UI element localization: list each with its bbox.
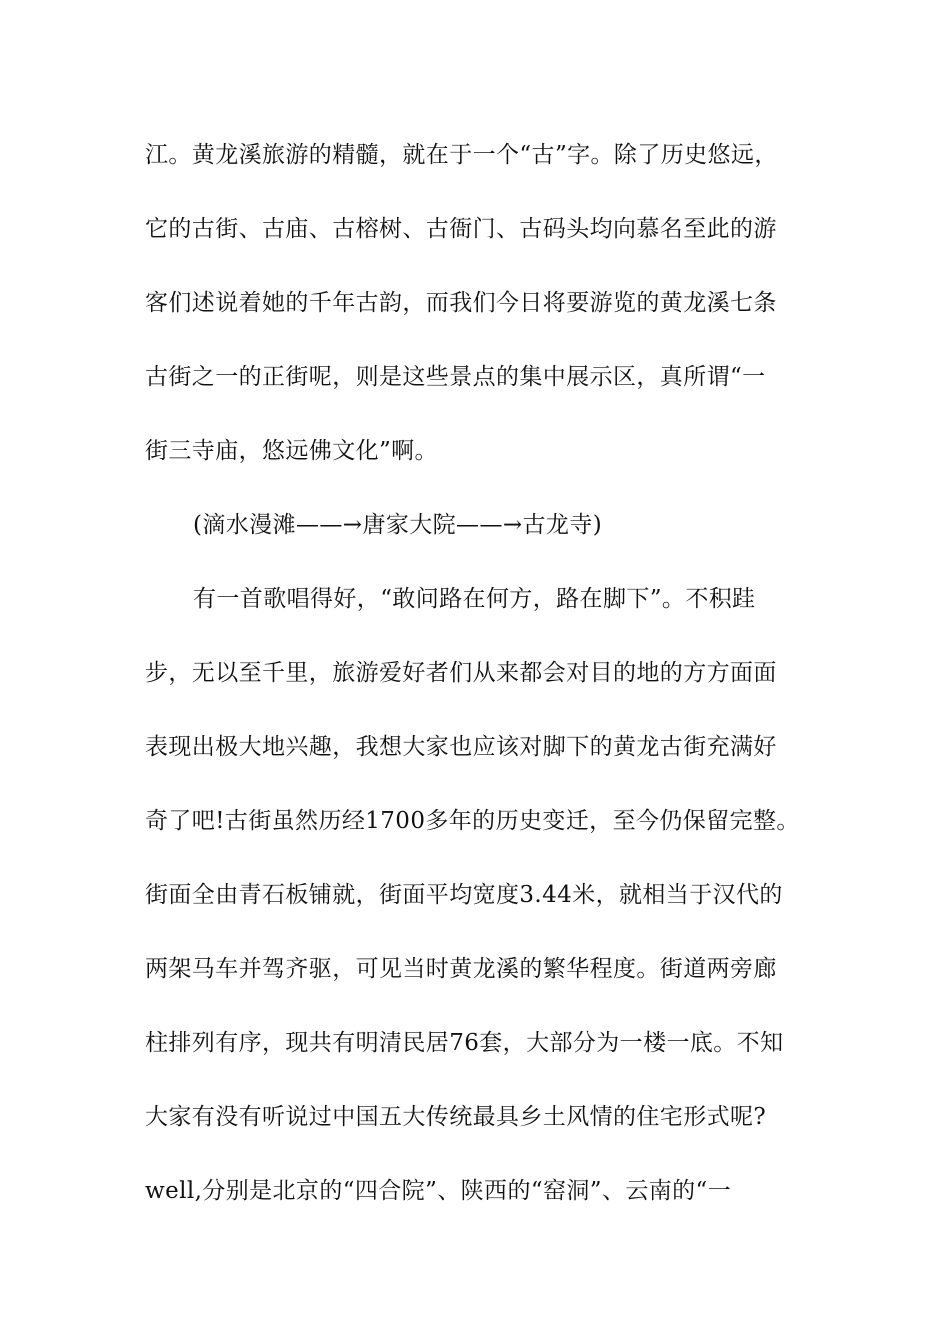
paragraph-start: 有一首歌唱得好，“敢问路在何方，路在脚下”。不积跬 bbox=[193, 586, 756, 612]
text-line: 客们述说着她的千年古韵，而我们今日将要游览的黄龙溪七条 bbox=[145, 290, 777, 316]
text-line: 街面全由青石板铺就，街面平均宽度3.44米，就相当于汉代的 bbox=[145, 882, 783, 908]
text-line: 古街之一的正街呢，则是这些景点的集中展示区，真所谓“一 bbox=[145, 364, 766, 390]
text-line: 江。黄龙溪旅游的精髓，就在于一个“古”字。除了历史悠远， bbox=[145, 142, 778, 168]
text-line: 柱排列有序，现共有明清民居76套，大部分为一楼一底。不知 bbox=[145, 1030, 784, 1056]
route-line: (滴水漫滩——→唐家大院——→古龙寺) bbox=[193, 512, 603, 538]
text-line: 奇了吧!古街虽然历经1700多年的历史变迁，至今仍保留完整。 bbox=[145, 808, 800, 834]
text-line: 大家有没有听说过中国五大传统最具乡土风情的住宅形式呢? bbox=[145, 1104, 767, 1130]
text-line: 它的古街、古庙、古榕树、古衙门、古码头均向慕名至此的游 bbox=[145, 216, 777, 242]
text-line: well,分别是北京的“四合院”、陕西的“窑洞”、云南的“一 bbox=[145, 1178, 732, 1204]
text-line: 两架马车并驾齐驱，可见当时黄龙溪的繁华程度。街道两旁廊 bbox=[145, 956, 777, 982]
text-line: 表现出极大地兴趣，我想大家也应该对脚下的黄龙古街充满好 bbox=[145, 734, 777, 760]
text-line: 街三寺庙，悠远佛文化”啊。 bbox=[145, 438, 438, 464]
text-line: 步，无以至千里，旅游爱好者们从来都会对目的地的方方面面 bbox=[145, 660, 777, 686]
